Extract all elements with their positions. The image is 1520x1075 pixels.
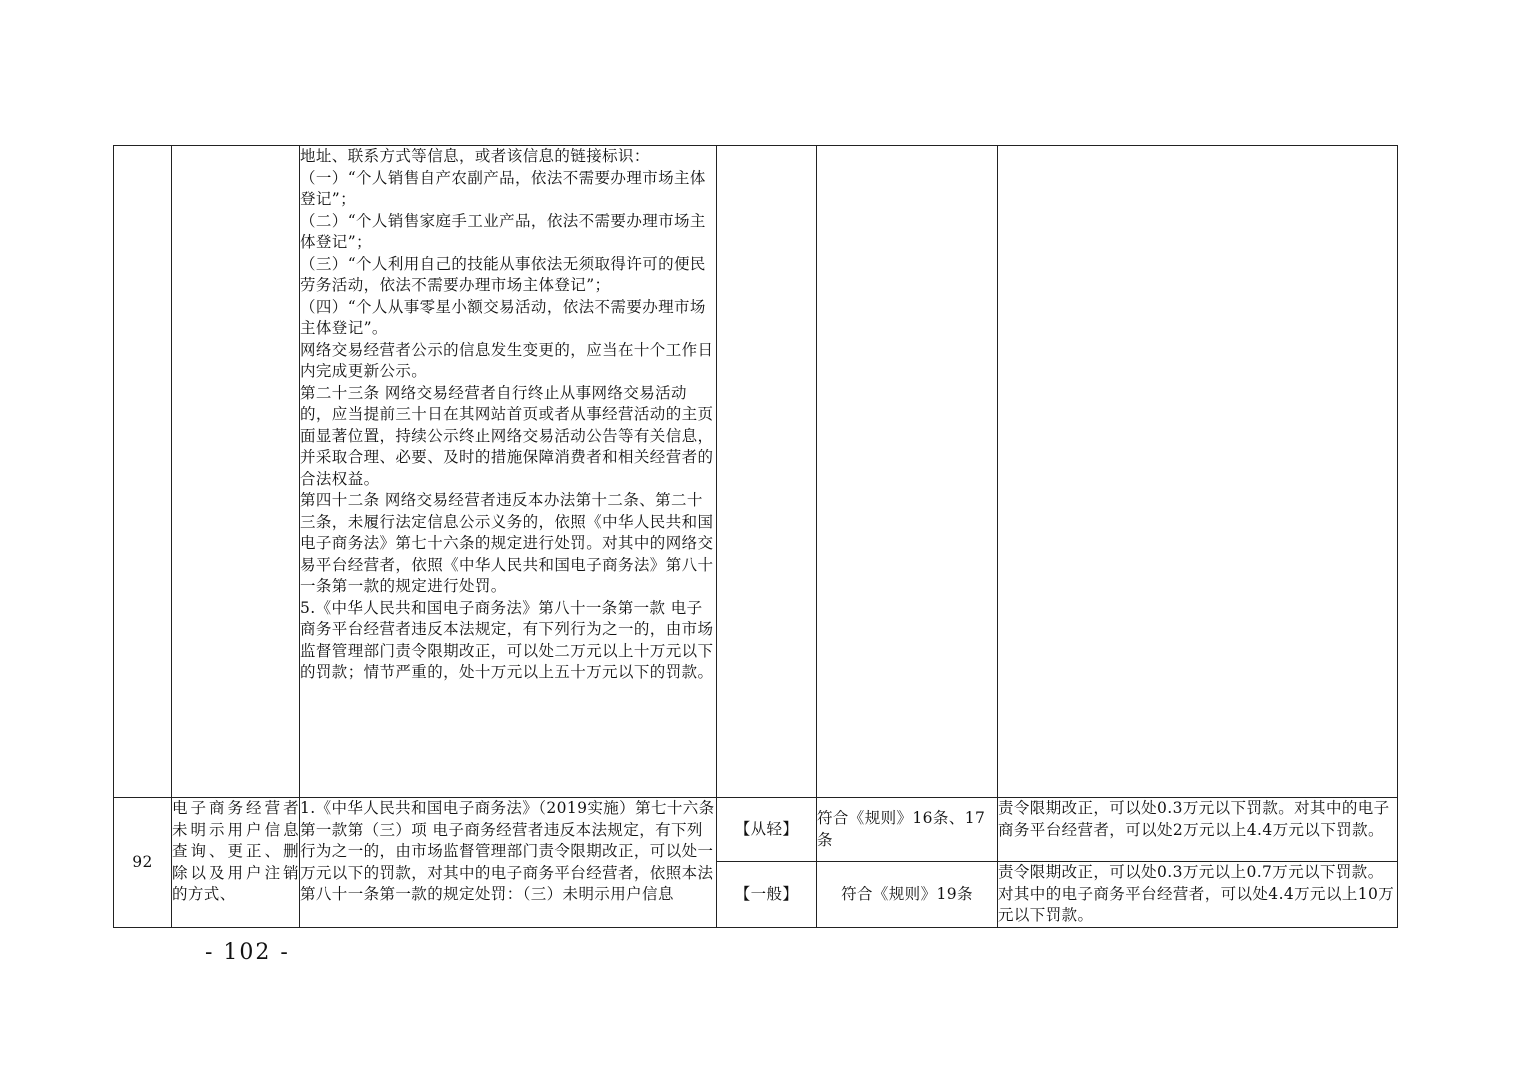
law-basis-cell: 地址、联系方式等信息，或者该信息的链接标识： （一）“个人销售自产农副产品，依法不需要办理市场主体登记”； （二）“个人销售家庭手工业产品，依法不需要办理市场主体登记”； （三）“个人利用自己的技能从事依法无须取得许可的便民劳务活动，依法不需要办理市场主体登记”； （四）“个人从事零星小额交易活动，依法不需要办理市场主体登记”。 网络交易经营者公示的信息发生变更的，应当在十个工作日内完成更新公示。 第二十三条 网络交易经营者自行终止从事网络交易活动的，应当提前三十日在其网站首页或者从事经营活动的主页面显著位置，持续公示终止网络交易活动公告等有关信息，并采取合理、必要、及时的措施保障消费者和相关经营者的合法权益。 第四十二条 网络交易经营者违反本办法第十二条、第二十三条，未履行法定信息公示义务的，依照《中华人民共和国电子商务法》第七十六条的规定进行处罚。对其中的网络交易平台经营者，依照《中华人民共和国电子商务法》第八十一条第一款的规定进行处罚。 5.《中华人民共和国电子商务法》第八十一条第一款 电子商务平台经营者违反本法规定，有下列行为之一的，由市场监督管理部门责令限期改正，可以处二万元以上十万元以下的罚款；情节严重的，处十万元以上五十万元以下的罚款。 xyxy=(300,146,717,798)
violation-cell-empty xyxy=(172,146,300,798)
basis-cell-empty xyxy=(817,146,998,798)
page-number: - 102 - xyxy=(205,940,290,965)
table-row-92-light xyxy=(114,798,1398,862)
number-cell-empty xyxy=(114,146,172,798)
detail-cell-empty xyxy=(998,146,1398,798)
violation-description: 电子商务经营者未明示用户信息查询、更正、删除以及用户注销的方式、 xyxy=(172,798,300,928)
discretion-level: 【从轻】 xyxy=(717,798,817,862)
applicable-rule: 符合《规则》16条、17条 xyxy=(817,798,998,862)
penalty-detail: 责令限期改正，可以处0.3万元以下罚款。对其中的电子商务平台经营者，可以处2万元以上4.4万元以下罚款。 xyxy=(998,798,1398,862)
table-row-continued xyxy=(114,146,1398,798)
discretion-level: 【一般】 xyxy=(717,862,817,928)
law-basis-cell: 1.《中华人民共和国电子商务法》（2019实施）第七十六条第一款第（三）项 电子商务经营者违反本法规定，有下列行为之一的，由市场监督管理部门责令限期改正，可以处一万元以下的罚款，对其中的电子商务平台经营者，依照本法第八十一条第一款的规定处罚：（三）未明示用户信息 xyxy=(300,798,717,928)
level-cell-empty xyxy=(717,146,817,798)
applicable-rule: 符合《规则》19条 xyxy=(817,862,998,928)
row-number: 92 xyxy=(114,798,172,928)
penalty-detail: 责令限期改正，可以处0.3万元以上0.7万元以下罚款。对其中的电子商务平台经营者，可以处4.4万元以上10万元以下罚款。 xyxy=(998,862,1398,928)
penalty-table xyxy=(113,145,1398,928)
